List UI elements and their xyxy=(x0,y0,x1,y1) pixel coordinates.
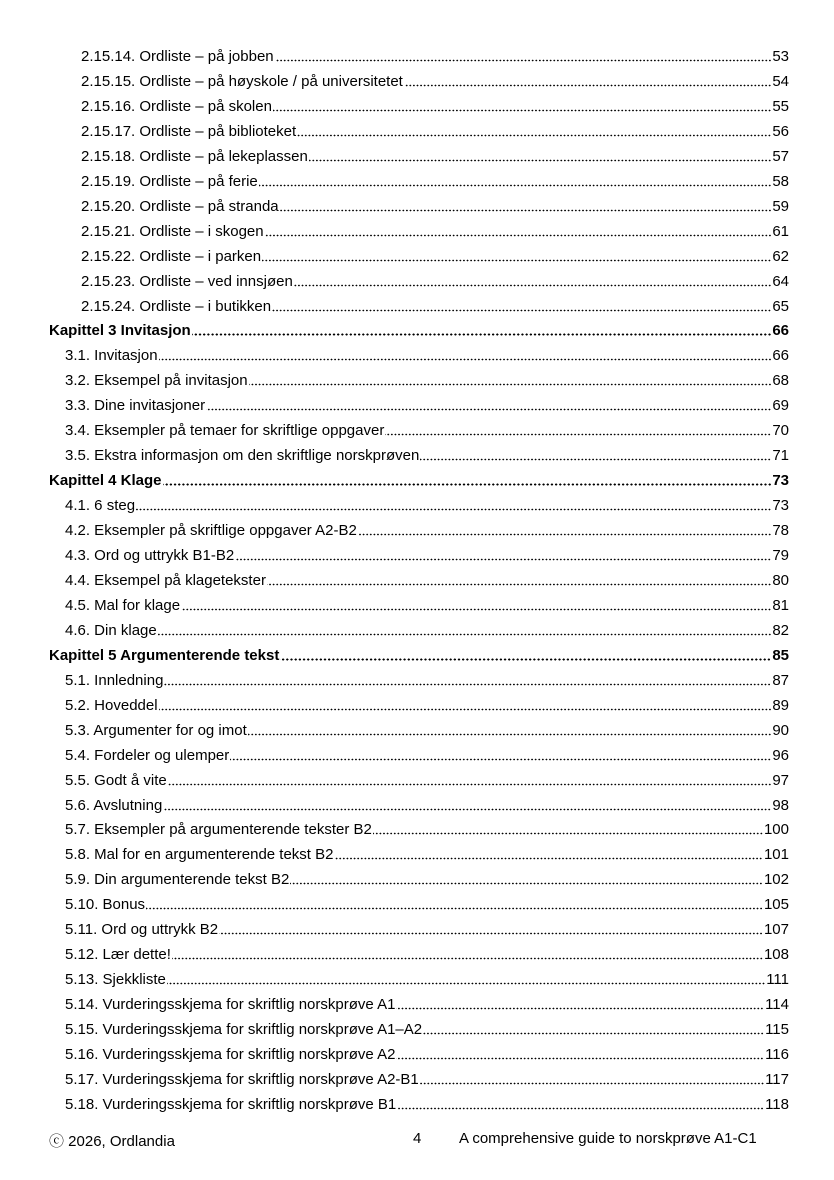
toc-page-number: 73 xyxy=(772,497,789,515)
toc-entry-title: 5.15. Vurderingsskjema for skriftlig norskprøve A1–A2 xyxy=(65,1021,423,1039)
toc-dot-leader xyxy=(280,658,771,661)
toc-section-entry[interactable] xyxy=(81,148,789,166)
toc-dot-leader xyxy=(273,109,771,112)
toc-dot-leader xyxy=(172,957,763,960)
toc-section-entry[interactable] xyxy=(81,48,789,66)
toc-dot-leader xyxy=(192,333,772,336)
toc-entry-title: 3.3. Dine invitasjoner xyxy=(65,397,206,415)
toc-page-number: 64 xyxy=(772,272,789,290)
toc-dot-leader xyxy=(230,758,771,761)
toc-section-entry[interactable] xyxy=(65,397,789,415)
toc-section-entry[interactable] xyxy=(65,597,789,615)
toc-entry-title: 3.1. Invitasjon xyxy=(65,347,158,365)
toc-page-number: 89 xyxy=(772,696,789,714)
toc-dot-leader xyxy=(259,184,772,187)
toc-section-entry[interactable] xyxy=(65,1096,789,1114)
toc-dot-leader xyxy=(168,783,772,786)
toc-entry-title: 4.4. Eksempel på klagetekster xyxy=(65,571,266,589)
toc-entry-title: 5.14. Vurderingsskjema for skriftlig norskprøve A1 xyxy=(65,996,396,1014)
toc-section-entry[interactable] xyxy=(65,1071,789,1089)
toc-dot-leader xyxy=(249,383,772,386)
toc-chapter-entry[interactable] xyxy=(49,322,789,340)
toc-dot-leader xyxy=(396,1007,764,1010)
toc-dot-leader xyxy=(265,234,772,237)
toc-section-entry[interactable] xyxy=(65,1021,789,1039)
toc-section-entry[interactable] xyxy=(81,123,789,141)
toc-entry-title: 5.4. Fordeler og ulemper xyxy=(65,746,230,764)
toc-entry-title: 5.17. Vurderingsskjema for skriftlig norskprøve A2-B1 xyxy=(65,1070,419,1088)
toc-section-entry[interactable] xyxy=(65,821,789,839)
toc-section-entry[interactable] xyxy=(65,896,789,914)
toc-dot-leader xyxy=(396,1057,764,1060)
toc-section-entry[interactable] xyxy=(81,248,789,266)
toc-page-number: 68 xyxy=(772,372,789,390)
toc-page-number: 59 xyxy=(772,197,789,215)
toc-entry-title: 3.4. Eksempler på temaer for skriftlige oppgaver xyxy=(65,422,385,440)
toc-entry-title: 2.15.18. Ordliste – på lekeplassen xyxy=(81,147,308,165)
toc-entry-title: 5.18. Vurderingsskjema for skriftlig norskprøve B1 xyxy=(65,1095,397,1113)
toc-entry-title: Kapittel 3 Invitasjon xyxy=(49,322,191,340)
toc-section-entry[interactable] xyxy=(65,797,789,815)
toc-section-entry[interactable] xyxy=(81,173,789,191)
toc-section-entry[interactable] xyxy=(81,223,789,241)
toc-page-number: 73 xyxy=(772,472,789,490)
toc-entry-title: 5.7. Eksempler på argumenterende tekster B2 xyxy=(65,821,372,839)
footer-page-number: 4 xyxy=(413,1130,422,1147)
toc-section-entry[interactable] xyxy=(81,273,789,291)
toc-page-number: 102 xyxy=(763,871,789,889)
toc-page-number: 70 xyxy=(772,422,789,440)
toc-page-number: 57 xyxy=(772,147,789,165)
toc-entry-title: Kapittel 4 Klage xyxy=(49,472,162,490)
toc-dot-leader xyxy=(159,358,772,361)
toc-entry-title: 5.10. Bonus xyxy=(65,896,146,914)
toc-section-entry[interactable] xyxy=(81,73,789,91)
toc-entry-title: 2.15.22. Ordliste – i parken xyxy=(81,247,262,265)
toc-dot-leader xyxy=(358,533,771,536)
toc-section-entry[interactable] xyxy=(65,846,789,864)
toc-entry-title: 5.8. Mal for en argumenterende tekst B2 xyxy=(65,846,334,864)
toc-page-number: 71 xyxy=(772,447,789,465)
toc-page-number: 69 xyxy=(772,397,789,415)
toc-dot-leader xyxy=(397,1107,764,1110)
toc-dot-leader xyxy=(420,458,771,461)
toc-page-number: 65 xyxy=(772,297,789,315)
toc-dot-leader xyxy=(275,59,772,62)
toc-chapter-entry[interactable] xyxy=(49,647,789,665)
toc-page-number: 114 xyxy=(765,996,789,1014)
toc-dot-leader xyxy=(206,408,771,411)
toc-page-number: 58 xyxy=(772,172,789,190)
toc-entry-title: 4.6. Din klage xyxy=(65,621,157,639)
page-footer xyxy=(0,1130,834,1150)
toc-section-entry[interactable] xyxy=(65,422,789,440)
toc-entry-title: 5.9. Din argumenterende tekst B2 xyxy=(65,871,290,889)
toc-section-entry[interactable] xyxy=(65,347,789,365)
toc-dot-leader xyxy=(267,583,771,586)
toc-dot-leader xyxy=(420,1082,764,1085)
toc-page-number: 66 xyxy=(772,347,789,365)
toc-page-number: 87 xyxy=(772,671,789,689)
toc-section-entry[interactable] xyxy=(65,372,789,390)
toc-entry-title: 5.2. Hoveddel xyxy=(65,696,158,714)
toc-section-entry[interactable] xyxy=(81,198,789,216)
toc-entry-title: 2.15.17. Ordliste – på biblioteket xyxy=(81,122,297,140)
toc-page-number: 79 xyxy=(772,547,789,564)
toc-page-number: 100 xyxy=(763,821,789,839)
toc-entry-title: 4.5. Mal for klage xyxy=(65,596,181,614)
toc-dot-leader xyxy=(181,608,771,611)
toc-page-number: 96 xyxy=(772,746,789,764)
toc-dot-leader xyxy=(404,84,771,87)
toc-section-entry[interactable] xyxy=(65,946,789,964)
toc-page-number: 53 xyxy=(772,48,789,65)
toc-dot-leader xyxy=(159,708,772,711)
toc-entry-title: 5.6. Avslutning xyxy=(65,796,163,814)
toc-page-number: 81 xyxy=(772,596,789,614)
toc-dot-leader xyxy=(280,209,772,212)
toc-dot-leader xyxy=(272,309,771,312)
toc-page-number: 62 xyxy=(772,247,789,265)
toc-page-number: 101 xyxy=(763,846,789,864)
toc-dot-leader xyxy=(167,982,765,985)
toc-page-number: 61 xyxy=(772,222,789,240)
toc-entry-title: 4.3. Ord og uttrykk B1-B2 xyxy=(65,547,235,564)
toc-entry-title: 4.1. 6 steg xyxy=(65,497,136,515)
toc-page-number: 55 xyxy=(772,97,789,115)
toc-page-number: 85 xyxy=(772,646,789,664)
toc-dot-leader xyxy=(334,857,762,860)
footer-copyright: ⓒ 2026, Ordlandia xyxy=(49,1133,175,1150)
toc-section-entry[interactable] xyxy=(65,772,789,790)
toc-section-entry[interactable] xyxy=(65,622,789,640)
toc-entry-title: 5.5. Godt å vite xyxy=(65,771,167,789)
toc-page-number: 78 xyxy=(772,522,789,540)
toc-dot-leader xyxy=(385,433,771,436)
toc-section-entry[interactable] xyxy=(81,298,789,316)
toc-dot-leader xyxy=(373,832,763,835)
toc-dot-leader xyxy=(164,683,771,686)
toc-entry-title: 2.15.19. Ordliste – på ferie xyxy=(81,172,258,190)
toc-section-entry[interactable] xyxy=(81,98,789,116)
toc-page-number: 107 xyxy=(763,921,789,939)
toc-dot-leader xyxy=(309,159,772,162)
toc-entry-title: 2.15.16. Ordliste – på skolen xyxy=(81,97,272,115)
toc-page-number: 56 xyxy=(772,122,789,140)
toc-page-number: 105 xyxy=(763,896,789,914)
toc-section-entry[interactable] xyxy=(65,697,789,715)
toc-entry-title: 5.3. Argumenter for og imot xyxy=(65,721,247,739)
toc-section-entry[interactable] xyxy=(65,971,789,989)
toc-entry-title: 5.1. Innledning xyxy=(65,671,164,689)
toc-entry-title: 2.15.21. Ordliste – i skogen xyxy=(81,222,264,240)
toc-section-entry[interactable] xyxy=(65,497,789,515)
toc-page-number: 80 xyxy=(772,571,789,589)
toc-page-number: 98 xyxy=(772,796,789,814)
toc-page-number: 116 xyxy=(765,1046,789,1063)
toc-section-entry[interactable] xyxy=(65,722,789,740)
toc-entry-title: 2.15.20. Ordliste – på stranda xyxy=(81,197,279,215)
toc-section-entry[interactable] xyxy=(65,447,789,465)
toc-dot-leader xyxy=(248,733,772,736)
toc-entry-title: 4.2. Eksempler på skriftlige oppgaver A2-B2 xyxy=(65,522,357,540)
toc-dot-leader xyxy=(297,134,771,137)
toc-entry-title: 2.15.15. Ordliste – på høyskole / på universitetet xyxy=(81,72,403,90)
toc-dot-leader xyxy=(163,808,771,811)
toc-dot-leader xyxy=(219,932,763,935)
toc-section-entry[interactable] xyxy=(65,547,789,565)
toc-entry-title: 5.11. Ord og uttrykk B2 xyxy=(65,921,219,939)
toc-entry-title: 3.2. Eksempel på invitasjon xyxy=(65,372,248,390)
toc-section-entry[interactable] xyxy=(65,572,789,590)
toc-dot-leader xyxy=(294,284,772,287)
toc-page-number: 66 xyxy=(772,322,789,340)
toc-entry-title: 2.15.14. Ordliste – på jobben xyxy=(81,48,274,65)
toc-dot-leader xyxy=(146,907,763,910)
toc-chapter-entry[interactable] xyxy=(49,472,789,490)
toc-entry-title: 2.15.24. Ordliste – i butikken xyxy=(81,297,272,315)
toc-entry-title: 5.13. Sjekkliste xyxy=(65,971,166,989)
toc-entry-title: 5.16. Vurderingsskjema for skriftlig norskprøve A2 xyxy=(65,1046,396,1063)
toc-entry-title: 5.12. Lær dette! xyxy=(65,946,171,964)
toc-section-entry[interactable] xyxy=(65,672,789,690)
toc-section-entry[interactable] xyxy=(65,747,789,765)
footer-guide-title: A comprehensive guide to norskprøve A1-C1 xyxy=(459,1130,757,1147)
toc-section-entry[interactable] xyxy=(65,871,789,889)
toc-page-number: 111 xyxy=(766,971,789,989)
toc-section-entry[interactable] xyxy=(65,921,789,939)
toc-page-number: 115 xyxy=(765,1021,789,1039)
toc-dot-leader xyxy=(158,633,772,636)
toc-dot-leader xyxy=(423,1032,764,1035)
toc-page-number: 82 xyxy=(772,621,789,639)
toc-page-number: 117 xyxy=(765,1070,789,1088)
toc-page-number: 54 xyxy=(772,72,789,90)
toc-section-entry[interactable] xyxy=(65,522,789,540)
toc-dot-leader xyxy=(262,259,771,262)
toc-entry-title: 3.5. Ekstra informasjon om den skriftlige norskprøven xyxy=(65,447,420,465)
toc-page-number: 118 xyxy=(765,1095,789,1113)
toc-section-entry[interactable] xyxy=(65,996,789,1014)
toc-page-number: 90 xyxy=(772,721,789,739)
toc-section-entry[interactable] xyxy=(65,1046,789,1064)
toc-page-number: 108 xyxy=(763,946,789,964)
toc-entry-title: Kapittel 5 Argumenterende tekst xyxy=(49,646,280,664)
toc-dot-leader xyxy=(136,508,771,511)
toc-page-number: 97 xyxy=(772,771,789,789)
toc-dot-leader xyxy=(290,882,763,885)
toc-dot-leader xyxy=(163,483,772,486)
toc-dot-leader xyxy=(235,558,771,561)
toc-entry-title: 2.15.23. Ordliste – ved innsjøen xyxy=(81,272,293,290)
